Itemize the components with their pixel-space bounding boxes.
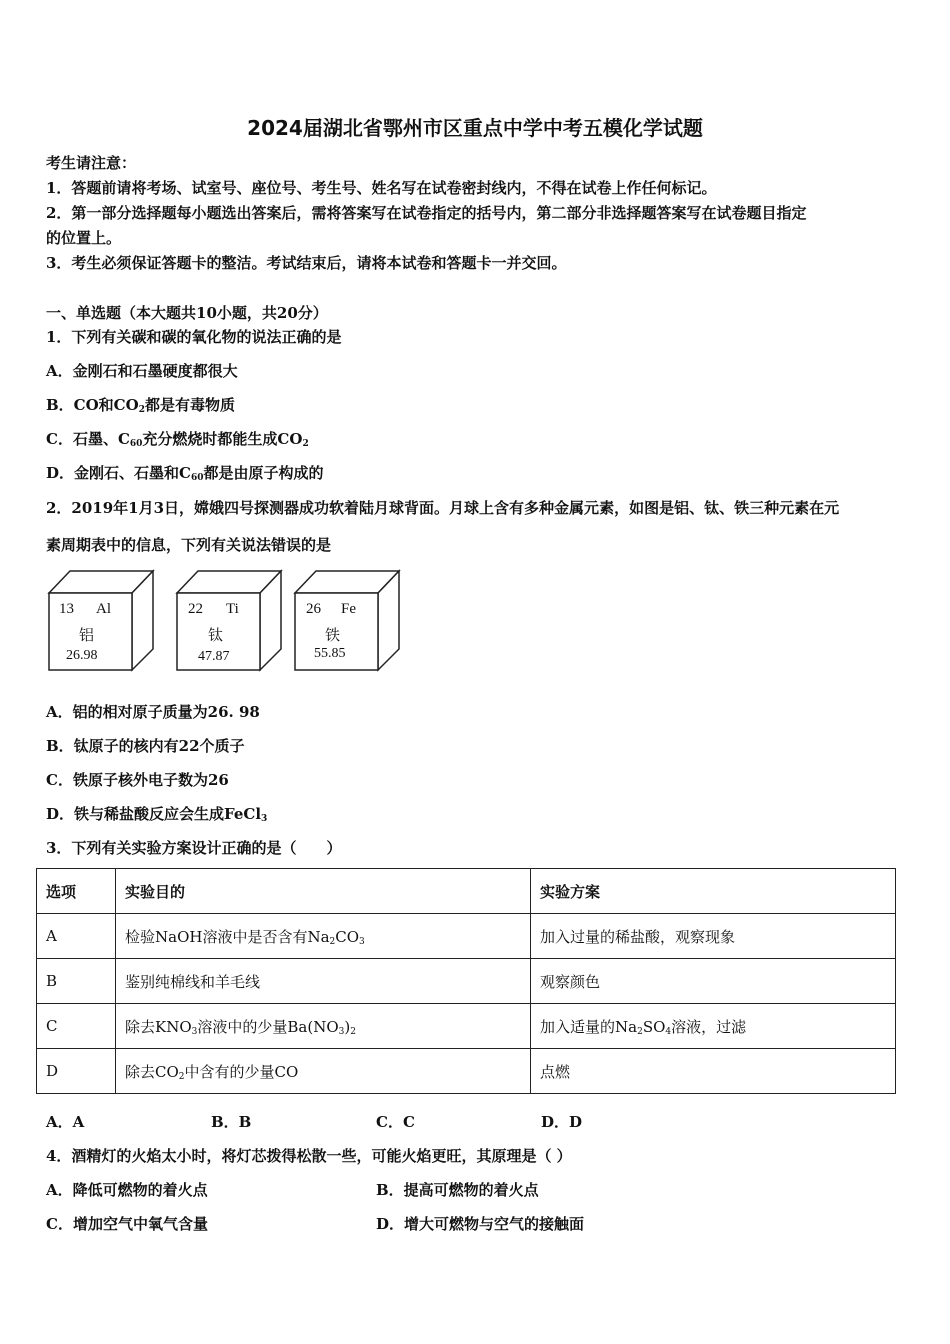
- row-option: D: [37, 1049, 116, 1094]
- row-goal: 检验NaOH溶液中是否含有$Na_2CO_3$: [116, 914, 531, 959]
- row-plan: 点燃: [531, 1049, 896, 1094]
- element-mass: 55.85: [314, 646, 346, 661]
- table-row: [37, 1004, 896, 1049]
- q3-choice-c: C．C: [376, 1113, 415, 1131]
- element-number: 22: [188, 601, 203, 617]
- experiment-table: [36, 868, 896, 1094]
- q1-option-b: B．CO和$CO_2$都是有毒物质: [46, 396, 235, 415]
- element-mass: 47.87: [198, 649, 230, 664]
- row-goal: 除去$CO_2$中含有的少量CO: [116, 1049, 531, 1094]
- element-number: 13: [59, 601, 74, 617]
- q2-option-b: B．钛原子的核内有22个质子: [46, 737, 245, 755]
- element-mass: 26.98: [66, 648, 98, 663]
- q2-stem-line2: 素周期表中的信息，下列有关说法错误的是: [46, 536, 332, 554]
- element-symbol: Al: [96, 601, 111, 617]
- row-plan: 加入过量的稀盐酸，观察现象: [531, 914, 896, 959]
- row-option: A: [37, 914, 116, 959]
- row-goal: 鉴别纯棉线和羊毛线: [116, 959, 531, 1004]
- row-plan: 观察颜色: [531, 959, 896, 1004]
- notice-item-2-cont: 的位置上。: [46, 229, 122, 247]
- element-cube-outline: [292, 568, 402, 674]
- q3-choice-d: D．D: [541, 1113, 583, 1131]
- row-goal: 除去$KNO_3$溶液中的少量$Ba(NO_3)_2$: [116, 1004, 531, 1049]
- q4-stem: 4．酒精灯的火焰太小时，将灯芯拨得松散一些，可能火焰更旺，其原理是（ ）: [46, 1147, 572, 1165]
- row-option: C: [37, 1004, 116, 1049]
- table-row: [37, 959, 896, 1004]
- q2-option-c: C．铁原子核外电子数为26: [46, 771, 229, 789]
- q2-stem-line1: 2．2019年1月3日，嫦娥四号探测器成功软着陆月球背面。月球上含有多种金属元素，如图是铝、钛、铁三种元素在元: [46, 499, 840, 517]
- notice-item-3: 3．考生必须保证答题卡的整洁。考试结束后，请将本试卷和答题卡一并交回。: [46, 254, 567, 272]
- element-name: 铁: [325, 628, 341, 644]
- row-option: B: [37, 959, 116, 1004]
- q4-option-c: C．增加空气中氧气含量: [46, 1215, 208, 1233]
- element-symbol: Fe: [341, 601, 356, 617]
- section-heading: 一、单选题（本大题共10小题，共20分）: [46, 304, 328, 322]
- notice-heading: 考生请注意：: [46, 154, 137, 172]
- element-card-fe: [292, 568, 402, 674]
- element-cube-outline: [46, 568, 156, 674]
- notice-item-2: 2．第一部分选择题每小题选出答案后，需将答案写在试卷指定的括号内，第二部分非选择题答案写在试卷题目指定: [46, 204, 807, 222]
- header-plan: 实验方案: [531, 869, 896, 914]
- q4-option-b: B．提高可燃物的着火点: [376, 1181, 539, 1199]
- element-symbol: Ti: [226, 601, 239, 617]
- q4-option-a: A．降低可燃物的着火点: [46, 1181, 208, 1199]
- q4-option-d: D．增大可燃物与空气的接触面: [376, 1215, 585, 1233]
- table-row: [37, 914, 896, 959]
- q3-choice-b: B．B: [211, 1113, 252, 1131]
- header-goal: 实验目的: [116, 869, 531, 914]
- page-title: 2024届湖北省鄂州市区重点中学中考五模化学试题: [247, 116, 703, 140]
- q1-stem: 1．下列有关碳和碳的氧化物的说法正确的是: [46, 328, 342, 346]
- q1-option-a: A．金刚石和石墨硬度都很大: [46, 362, 238, 380]
- table-row: [37, 1049, 896, 1094]
- element-name: 铝: [79, 628, 95, 644]
- element-card-al: [46, 568, 156, 674]
- q2-option-d: D．铁与稀盐酸反应会生成FeCl$_3$: [46, 805, 268, 824]
- q1-option-c: C．石墨、$C_{60}$充分燃烧时都能生成$CO_2$: [46, 430, 309, 449]
- table-header-row: [37, 869, 896, 914]
- q2-option-a: A．铝的相对原子质量为26. 98: [46, 703, 260, 721]
- row-plan: 加入适量的$Na_2SO_4$溶液，过滤: [531, 1004, 896, 1049]
- q3-stem: 3．下列有关实验方案设计正确的是（ ）: [46, 839, 342, 857]
- q3-choice-a: A．A: [46, 1113, 85, 1131]
- q1-option-d: D．金刚石、石墨和$C_{60}$都是由原子构成的: [46, 464, 324, 483]
- element-number: 26: [306, 601, 321, 617]
- header-option: 选项: [37, 869, 116, 914]
- notice-item-1: 1．答题前请将考场、试室号、座位号、考生号、姓名写在试卷密封线内，不得在试卷上作任何标记。: [46, 179, 717, 197]
- element-card-ti: [174, 568, 284, 674]
- element-name: 钛: [208, 628, 224, 644]
